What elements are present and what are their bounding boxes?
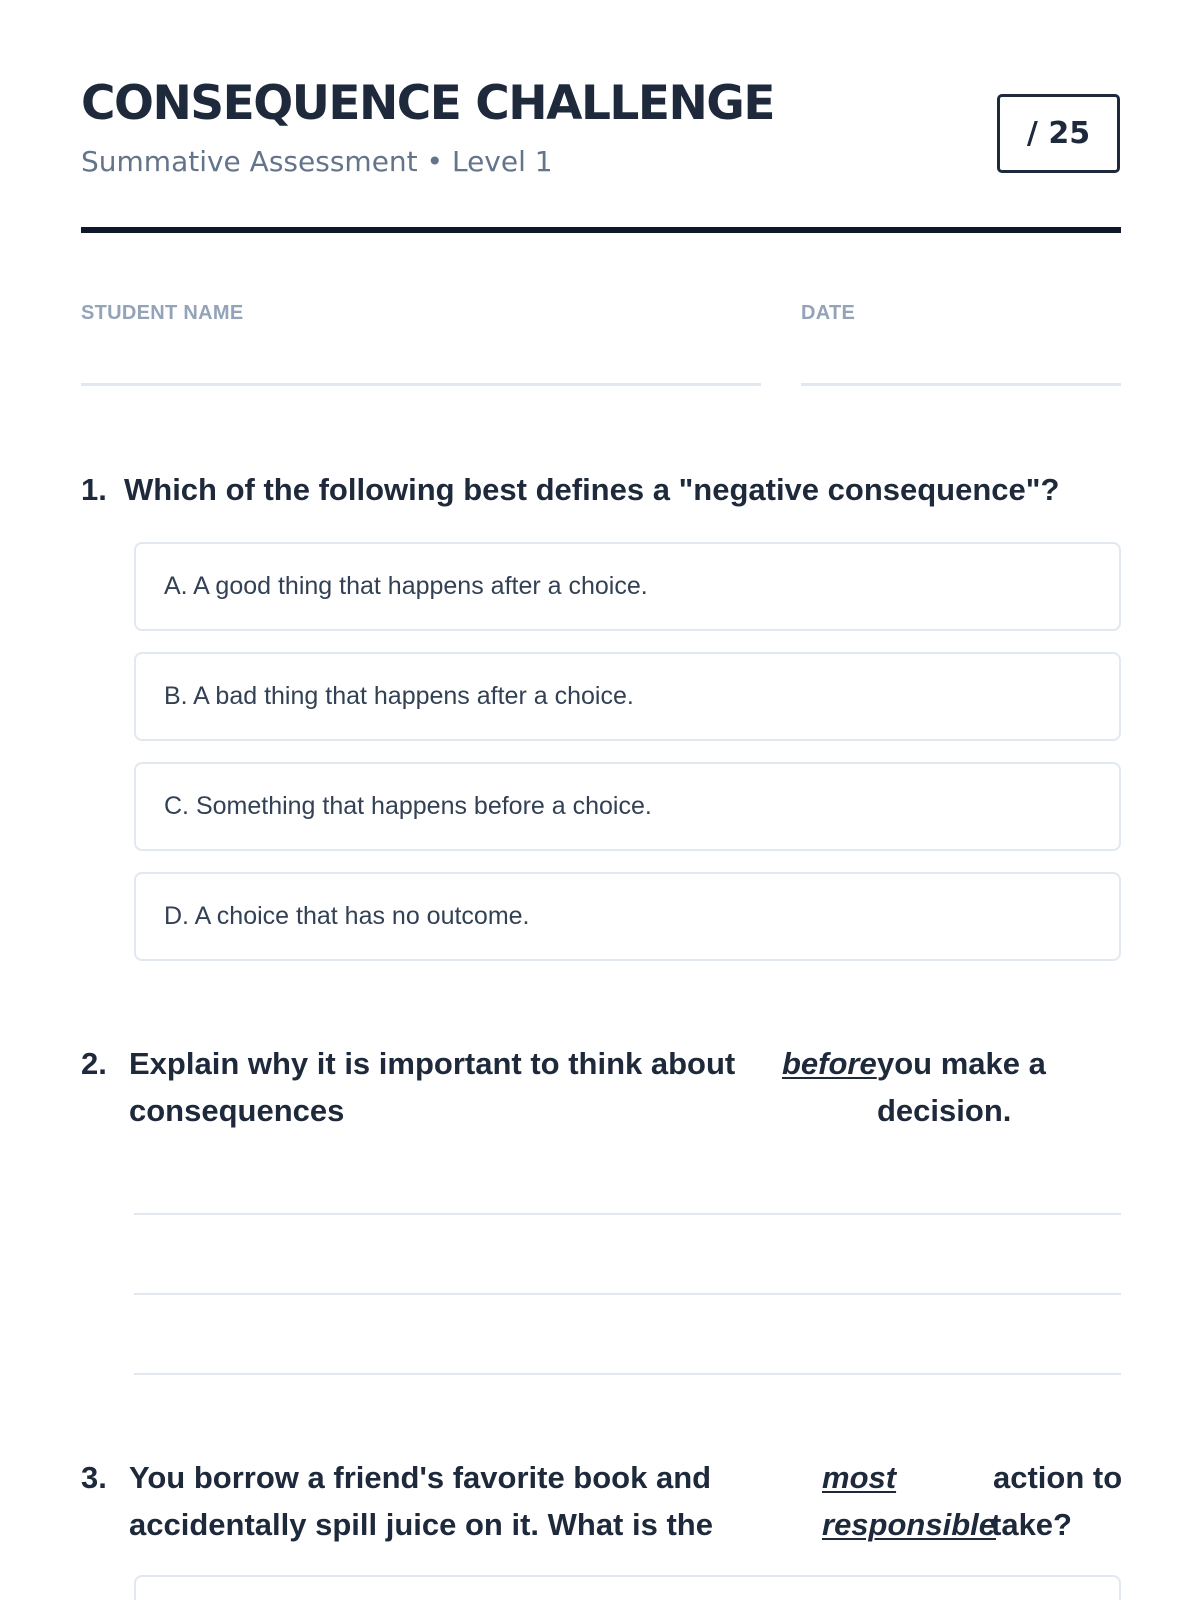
question-3-number: 3. [81,1460,107,1495]
question-1-option-a[interactable]: A. A good thing that happens after a choice. [134,542,1121,631]
page-subtitle: Summative Assessment • Level 1 [81,145,553,178]
question-3-text-line1: You borrow a friend's favorite book and [129,1460,712,1495]
question-3-option-a[interactable] [134,1575,1121,1600]
page-title: CONSEQUENCE CHALLENGE [81,76,774,131]
header-divider [81,227,1121,233]
question-3-emphasis-responsible: responsible [822,1507,996,1542]
question-2-text-line2: consequences [129,1093,345,1128]
question-1-option-d[interactable]: D. A choice that has no outcome. [134,872,1121,961]
question-2-number: 2. [81,1046,107,1081]
question-2-emphasis: before [782,1046,877,1081]
student-name-field[interactable] [81,383,761,386]
question-3-emphasis-most: most [822,1460,897,1495]
question-2-text-after2: decision. [877,1093,1012,1128]
question-3-text-line2: accidentally spill juice on it. What is the [129,1507,713,1542]
date-field[interactable] [801,383,1121,386]
date-label: DATE [801,302,856,324]
question-2-text-line1: Explain why it is important to think about [129,1046,736,1081]
question-2-text-after1: you make a [877,1046,1046,1081]
answer-line-1[interactable] [134,1213,1121,1215]
question-1-option-c[interactable]: C. Something that happens before a choice. [134,762,1121,851]
answer-line-2[interactable] [134,1293,1121,1295]
question-1-option-b[interactable]: B. A bad thing that happens after a choice. [134,652,1121,741]
student-name-label: STUDENT NAME [81,302,244,324]
worksheet-page [81,0,1121,1600]
question-1-number: 1. [81,472,107,507]
question-3-text-after1: action to [993,1460,1123,1495]
question-3-text-after2: take? [991,1507,1072,1542]
score-box: / 25 [997,94,1120,173]
answer-line-3[interactable] [134,1373,1121,1375]
question-1-text: Which of the following best defines a "negative consequence"? [124,472,1060,507]
